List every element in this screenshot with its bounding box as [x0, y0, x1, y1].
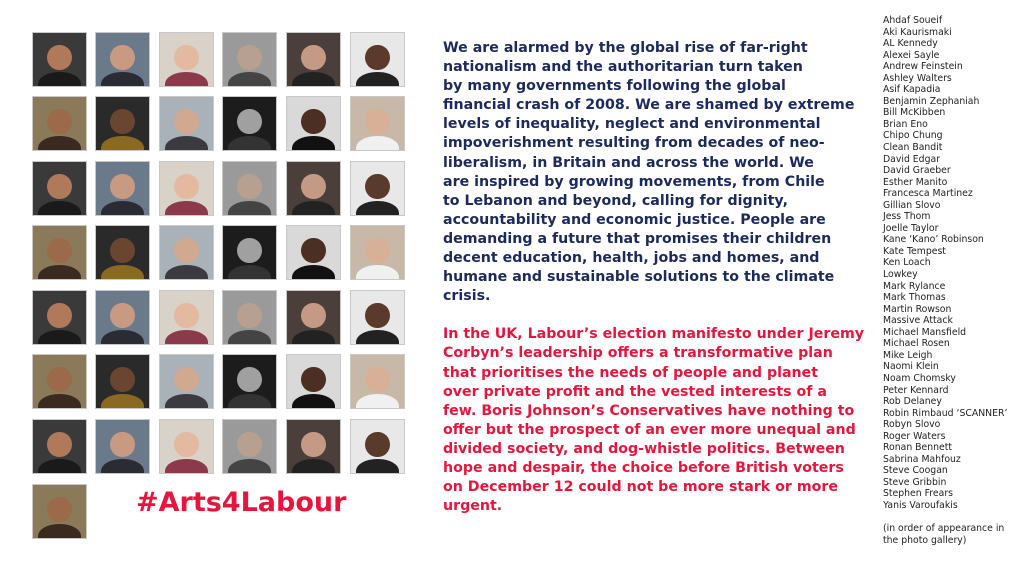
person-shoulders [292, 330, 334, 345]
gallery-photo [222, 419, 277, 474]
person-shoulders [356, 459, 398, 474]
gallery-photo [222, 290, 277, 345]
person-face [301, 174, 325, 199]
statement-line: decent education, health, jobs and homes, and [443, 250, 820, 267]
signatory-name: Aki Kaurismaki [883, 26, 952, 38]
gallery-photo [286, 290, 341, 345]
person-face [47, 432, 71, 457]
person-face [365, 238, 389, 263]
statement-line: liberalism, in Britain and across the world. We [443, 154, 814, 171]
signatory-name: Yanis Varoufakis [883, 499, 958, 511]
signatory-name: Alexei Sayle [883, 49, 940, 61]
gallery-photo [159, 419, 214, 474]
person-face [47, 45, 71, 70]
gallery-photo [222, 354, 277, 409]
statement-line: hope and despair, the choice before British voters [443, 459, 844, 476]
gallery-photo [32, 354, 87, 409]
person-face [110, 367, 134, 392]
statement-line: urgent. [443, 498, 503, 515]
gallery-photo [286, 354, 341, 409]
gallery-photo [95, 419, 150, 474]
person-shoulders [356, 136, 398, 151]
person-shoulders [228, 330, 270, 345]
gallery-photo [350, 354, 405, 409]
signatory-name: Robyn Slovo [883, 419, 941, 431]
statement-line: divided society, and dog-whistle politics. Between [443, 440, 845, 457]
person-shoulders [165, 201, 207, 216]
gallery-photo [222, 225, 277, 280]
signatory-name: Benjamin Zephaniah [883, 95, 980, 107]
person-shoulders [165, 394, 207, 409]
statement-line: by many governments following the global [443, 78, 786, 95]
gallery-photo [286, 161, 341, 216]
person-shoulders [38, 136, 80, 151]
gallery-photo [350, 419, 405, 474]
gallery-photo [95, 161, 150, 216]
person-shoulders [228, 72, 270, 87]
person-face [174, 238, 198, 263]
signatory-name: Michael Mansfield [883, 326, 967, 338]
person-face [365, 109, 389, 134]
person-shoulders [356, 201, 398, 216]
person-shoulders [101, 459, 143, 474]
signatory-name: Peter Kennard [883, 384, 949, 396]
person-shoulders [292, 265, 334, 280]
person-face [110, 109, 134, 134]
signatory-name: Francesca Martinez [883, 188, 973, 200]
statement-line: offer but the prospect of an ever more unequal and [443, 421, 856, 438]
signatory-name: Brian Eno [883, 118, 928, 130]
gallery-photo [286, 96, 341, 151]
person-face [110, 432, 134, 457]
signatory-name: Mark Thomas [883, 292, 946, 304]
person-face [174, 303, 198, 328]
gallery-photo [222, 161, 277, 216]
gallery-photo [32, 96, 87, 151]
statement-line: to Lebanon and beyond, calling for dignity, [443, 192, 788, 209]
statement-line: are inspired by growing movements, from Chile [443, 173, 825, 190]
person-shoulders [101, 265, 143, 280]
gallery-photo [286, 419, 341, 474]
signatory-name: Steve Coogan [883, 465, 948, 477]
signatory-name: Massive Attack [883, 315, 953, 327]
person-face [301, 432, 325, 457]
person-face [301, 109, 325, 134]
person-shoulders [356, 72, 398, 87]
gallery-photo [159, 96, 214, 151]
statement-paragraph-2 [443, 325, 868, 516]
gallery-photo [95, 32, 150, 87]
person-face [237, 303, 261, 328]
gallery-photo [350, 225, 405, 280]
person-face [301, 45, 325, 70]
signatory-name: Jess Thom [883, 211, 931, 223]
person-shoulders [38, 330, 80, 345]
person-shoulders [165, 265, 207, 280]
signatory-name: Mike Leigh [883, 349, 933, 361]
signatory-name: Kate Tempest [883, 245, 946, 257]
statement-line: financial crash of 2008. We are shamed by extreme [443, 97, 855, 114]
statement [443, 39, 868, 516]
signatory-name: Ashley Walters [883, 72, 952, 84]
signatory-name: Noam Chomsky [883, 372, 956, 384]
person-face [47, 497, 71, 522]
person-face [174, 45, 198, 70]
signatory-name: Bill McKibben [883, 107, 946, 119]
statement-line: Corbyn’s leadership offers a transformative plan [443, 345, 833, 362]
gallery-photo [286, 32, 341, 87]
person-face [237, 45, 261, 70]
statement-line: on December 12 could not be more stark or more [443, 479, 838, 496]
person-face [365, 174, 389, 199]
signatory-name: Ken Loach [883, 257, 931, 269]
person-shoulders [101, 136, 143, 151]
person-shoulders [38, 201, 80, 216]
person-shoulders [38, 524, 80, 539]
gallery-photo [32, 419, 87, 474]
gallery-photo [350, 96, 405, 151]
statement-line: accountability and economic justice. People are [443, 211, 826, 228]
person-face [110, 238, 134, 263]
person-shoulders [38, 265, 80, 280]
signatory-name: Michael Rosen [883, 338, 950, 350]
signatory-name: Kane ‘Kano’ Robinson [883, 234, 984, 246]
person-shoulders [292, 394, 334, 409]
signatory-name: Chipo Chung [883, 130, 943, 142]
gallery-photo [95, 354, 150, 409]
statement-line: impoverishment resulting from decades of neo- [443, 135, 825, 152]
statement-line: demanding a future that promises their children [443, 230, 832, 247]
person-shoulders [228, 136, 270, 151]
person-face [174, 432, 198, 457]
statement-paragraph-1 [443, 39, 868, 306]
person-face [301, 238, 325, 263]
statement-line: levels of inequality, neglect and environmental [443, 116, 821, 133]
signatory-name: Joelle Taylor [883, 222, 939, 234]
person-shoulders [38, 72, 80, 87]
person-face [47, 367, 71, 392]
person-shoulders [356, 394, 398, 409]
gallery-photo [159, 354, 214, 409]
person-shoulders [228, 459, 270, 474]
person-face [110, 174, 134, 199]
person-face [47, 174, 71, 199]
person-face [237, 432, 261, 457]
gallery-photo [32, 32, 87, 87]
statement-line: We are alarmed by the global rise of far-right [443, 40, 808, 56]
gallery-note-line: the photo gallery) [883, 535, 967, 546]
gallery-photo [286, 225, 341, 280]
statement-line: few. Boris Johnson’s Conservatives have nothing to [443, 402, 855, 419]
signatory-name: Mark Rylance [883, 280, 946, 292]
signatory-name: Sabrina Mahfouz [883, 453, 961, 465]
gallery-photo [95, 96, 150, 151]
signatory-name: Naomi Klein [883, 361, 939, 373]
person-shoulders [38, 459, 80, 474]
gallery-photo [32, 161, 87, 216]
person-shoulders [165, 136, 207, 151]
person-shoulders [165, 459, 207, 474]
person-shoulders [101, 394, 143, 409]
person-face [365, 367, 389, 392]
signatory-name: David Edgar [883, 153, 940, 165]
statement-line: that prioritises the needs of people and planet [443, 364, 819, 381]
statement-line: In the UK, Labour’s election manifesto under Jeremy [443, 326, 865, 343]
person-face [47, 238, 71, 263]
gallery-note-line: (in order of appearance in [883, 523, 1005, 534]
person-shoulders [292, 72, 334, 87]
gallery-photo [222, 96, 277, 151]
signatory-name: Robin Rimbaud ‘SCANNER’ [883, 407, 1008, 419]
signatory-name: Clean Bandit [883, 142, 943, 154]
gallery-photo [350, 161, 405, 216]
person-shoulders [356, 330, 398, 345]
person-shoulders [292, 201, 334, 216]
signatory-name: Steve Gribbin [883, 476, 947, 488]
person-shoulders [356, 265, 398, 280]
gallery-photo [159, 161, 214, 216]
signatory-name: Esther Manito [883, 176, 948, 188]
person-face [110, 45, 134, 70]
person-face [237, 238, 261, 263]
statement-line: humane and sustainable solutions to the climate [443, 269, 835, 286]
gallery-photo [159, 32, 214, 87]
person-face [110, 303, 134, 328]
person-shoulders [38, 394, 80, 409]
person-face [174, 109, 198, 134]
person-face [47, 109, 71, 134]
gallery-photo [350, 290, 405, 345]
signatory-name: Roger Waters [883, 430, 946, 442]
gallery-photo [222, 32, 277, 87]
gallery-photo [32, 290, 87, 345]
person-face [174, 367, 198, 392]
signatory-name: Gillian Slovo [883, 199, 941, 211]
gallery-photo [159, 225, 214, 280]
signatory-name: Asif Kapadia [883, 84, 941, 96]
signatory-name: Andrew Feinstein [883, 61, 963, 73]
statement-line: crisis. [443, 288, 491, 305]
person-shoulders [228, 201, 270, 216]
person-shoulders [165, 72, 207, 87]
person-face [301, 367, 325, 392]
hashtag: #Arts4Labour [136, 487, 347, 518]
person-face [237, 174, 261, 199]
person-face [47, 303, 71, 328]
gallery-note [883, 523, 1023, 547]
person-shoulders [292, 459, 334, 474]
gallery-photo [32, 484, 87, 539]
person-face [365, 303, 389, 328]
signatory-name: Ronan Bennett [883, 442, 953, 454]
gallery-photo [159, 290, 214, 345]
person-face [174, 174, 198, 199]
person-shoulders [101, 201, 143, 216]
signatory-name: Ahdaf Soueif [883, 15, 943, 26]
person-shoulders [228, 265, 270, 280]
person-shoulders [292, 136, 334, 151]
person-face [237, 367, 261, 392]
person-face [301, 303, 325, 328]
signatory-name: David Graeber [883, 165, 951, 177]
signatory-name: Lowkey [883, 269, 918, 281]
signatory-name: AL Kennedy [883, 38, 938, 50]
signatory-name: Stephen Frears [883, 488, 953, 500]
statement-line: nationalism and the authoritarian turn taken [443, 59, 803, 76]
person-shoulders [101, 330, 143, 345]
person-face [237, 109, 261, 134]
gallery-photo [350, 32, 405, 87]
signatory-name: Rob Delaney [883, 396, 942, 408]
signatory-list [883, 15, 1023, 512]
person-shoulders [165, 330, 207, 345]
person-shoulders [101, 72, 143, 87]
gallery-photo [95, 290, 150, 345]
person-face [365, 432, 389, 457]
signatory-name: Martin Rowson [883, 303, 952, 315]
person-shoulders [228, 394, 270, 409]
person-face [365, 45, 389, 70]
statement-line: over private profit and the vested interests of a [443, 383, 827, 400]
gallery-photo [95, 225, 150, 280]
gallery-photo [32, 225, 87, 280]
